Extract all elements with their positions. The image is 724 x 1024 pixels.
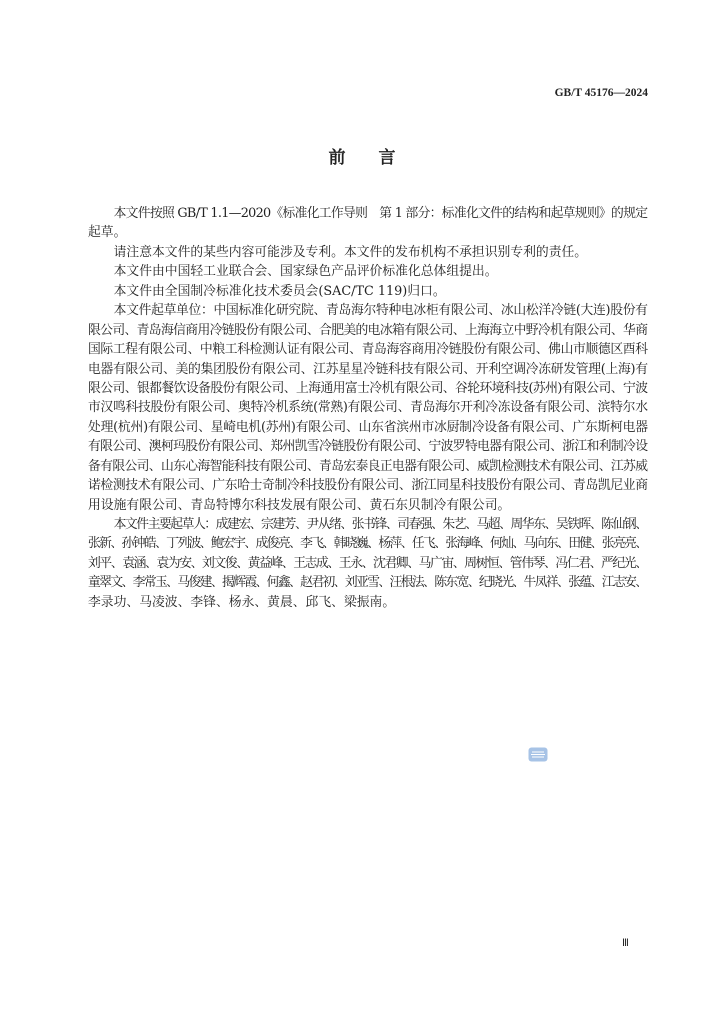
text-line: [88, 204, 648, 223]
text-line-content: 童翠文、李常玉、马俊建、揭辉霞、何鑫、赵君初、刘亚雪、汪根法、陈东宽、纪晓光、牛凤祥、张蕴、江志安、: [88, 575, 647, 591]
text-line-content: 有限公司、澳柯玛股份有限公司、郑州凯雪冷链股份有限公司、宁波罗特电器有限公司、浙江和利制冷设: [88, 439, 648, 455]
text-line-content: 诺检测技术有限公司、广东哈士奇制冷科技股份有限公司、浙江同星科技股份有限公司、青岛凯尼业商: [88, 478, 648, 494]
foreword-body: [88, 204, 648, 612]
text-line-content: 限公司、青岛海信商用冷链股份有限公司、合肥美的电冰箱有限公司、上海海立中野冷机有限公司、华商: [88, 322, 648, 338]
text-line-content: 起草。: [88, 225, 127, 241]
text-line: [88, 340, 648, 359]
paragraph: [88, 282, 648, 301]
text-line: [88, 223, 648, 242]
text-line-content: 用设施有限公司、青岛特博尔科技发展有限公司、黄石东贝制冷有限公司。: [88, 497, 511, 513]
text-line-content: 张新、孙钟皓、丁列波、鲍宏宇、成俊亮、李飞、韩晓巍、杨萍、任飞、张海峰、何灿、马向东、田健、张亮亮、: [88, 536, 647, 552]
text-line-content: 刘平、袁涵、袁为安、刘文俊、黄益峰、王志成、王永、沈君卿、马广宙、周树恒、管伟琴、冯仁君、严纪光、: [88, 555, 647, 571]
page-number: Ⅲ: [622, 938, 629, 949]
text-line: [88, 476, 648, 495]
text-line-content: 市汉鸣科技股份有限公司、奥特冷机系统(常熟)有限公司、青岛海尔开利冷冻设备有限公司、滨特尔水: [88, 400, 648, 416]
paragraph: [88, 515, 648, 612]
text-line-content: 请注意本文件的某些内容可能涉及专利。本文件的发布机构不承担识别专利的责任。: [113, 244, 588, 260]
text-line-content: 李录功、马凌波、李锋、杨永、黄晨、邱飞、梁振南。: [88, 594, 396, 610]
text-line-content: 国际工程有限公司、中粮工科检测认证有限公司、青岛海容商用冷链股份有限公司、佛山市顺德区酉科: [88, 342, 648, 358]
text-line-content: 本文件由中国轻工业联合会、国家绿色产品评价标准化总体组提出。: [113, 264, 498, 280]
text-line: [88, 243, 648, 262]
text-line-content: 限公司、银都餐饮设备股份有限公司、上海通用富士冷机有限公司、谷轮环境科技(苏州)有限公司、宁波: [88, 380, 648, 396]
text-line: [88, 360, 648, 379]
text-line: [88, 282, 648, 301]
text-line: [88, 593, 648, 612]
text-line-content: 处理(杭州)有限公司、星崎电机(苏州)有限公司、山东省滨州市冰厨制冷设备有限公司、广东斯柯电器: [88, 419, 648, 435]
paragraph: [88, 243, 648, 262]
paragraph: [88, 204, 648, 243]
text-line: [88, 321, 648, 340]
text-line: [88, 437, 648, 456]
text-line: [88, 301, 648, 320]
text-line: [88, 534, 648, 553]
watermark-logo-icon: [528, 747, 548, 762]
text-line: [88, 379, 648, 398]
text-line: [88, 398, 648, 417]
text-line-content: 电器有限公司、美的集团股份有限公司、江苏星星冷链科技有限公司、开利空调冷冻研发管理(上海)有: [88, 361, 648, 377]
watermark-logo: [528, 747, 548, 762]
text-line: [88, 554, 648, 573]
text-line: [88, 418, 648, 437]
paragraph: [88, 262, 648, 281]
standard-number: GB/T 45176—2024: [554, 87, 648, 99]
text-line: [88, 262, 648, 281]
text-line: [88, 573, 648, 592]
text-line: [88, 515, 648, 534]
text-line-content: 本文件按照 GB/T 1.1—2020《标准化工作导则 第 1 部分：标准化文件的结构和起草规则》的规定: [113, 206, 648, 221]
text-line-content: 本文件主要起草人：成建宏、宗建芳、尹从绪、张书锋、司春强、朱艺、马超、周华东、吴铁晖、陈仙钢、: [113, 517, 647, 532]
text-line: [88, 457, 648, 476]
paragraph: [88, 301, 648, 515]
text-line-content: 本文件由全国制冷标准化技术委员会(SAC/TC 119)归口。: [113, 283, 446, 299]
text-line-content: 备有限公司、山东心海智能科技有限公司、青岛宏泰良正电器有限公司、威凯检测技术有限公司、江苏威: [88, 458, 648, 474]
text-line: [88, 496, 648, 515]
page-title: 前 言: [328, 148, 404, 168]
text-line-content: 本文件起草单位：中国标准化研究院、青岛海尔特种电冰柜有限公司、冰山松洋冷链(大连)股份有: [113, 303, 648, 319]
